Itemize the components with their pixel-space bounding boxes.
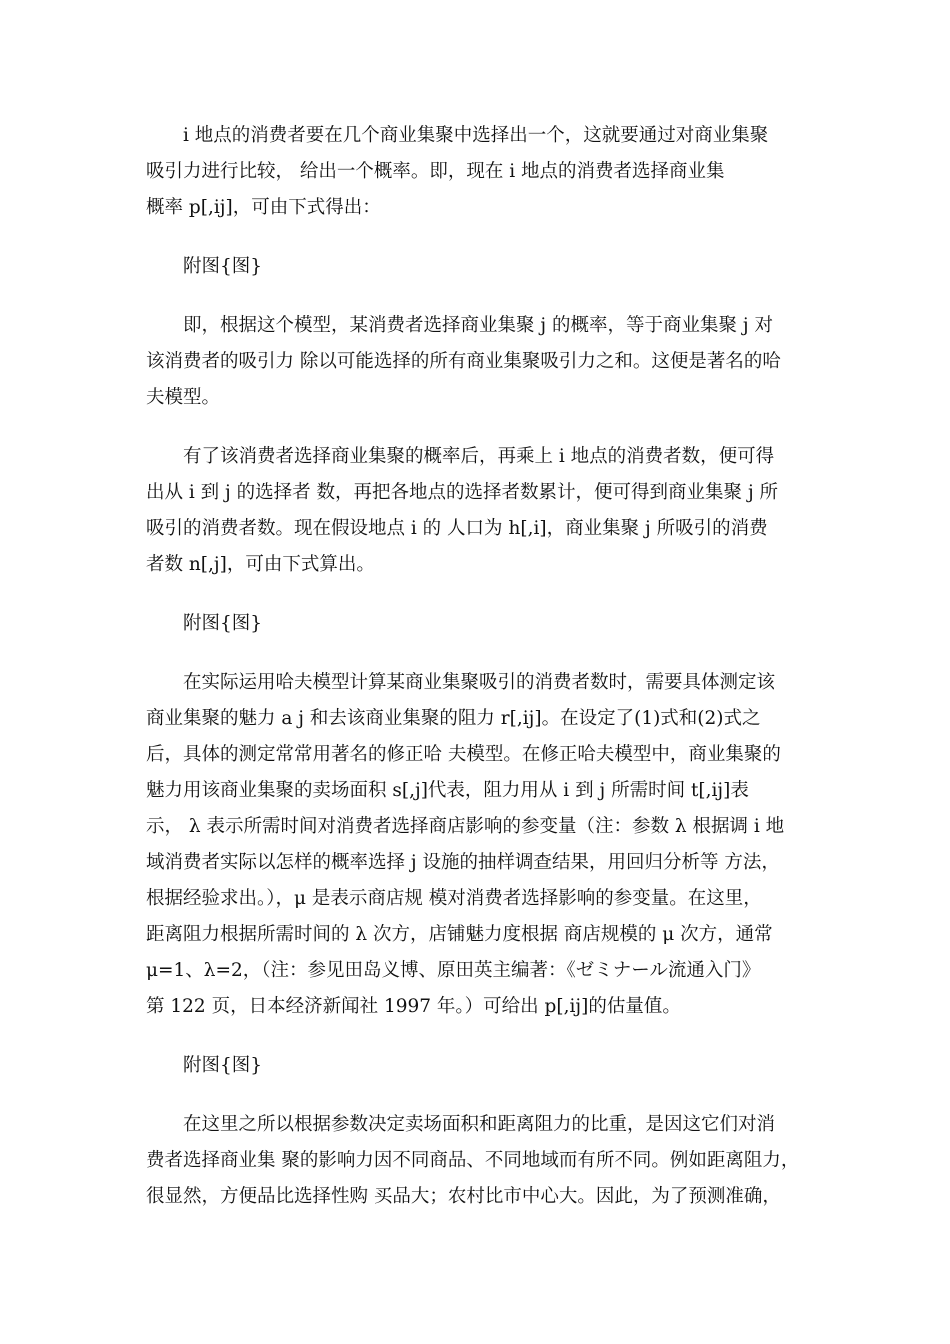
text-line: 夫模型。 (146, 387, 221, 408)
text-line: 该消费者的吸引力 除以可能选择的所有商业集聚吸引力之和。这便是著名的哈 (146, 351, 781, 372)
text-line: 出从 i 到 j 的选择者 数，再把各地点的选择者数累计，便可得到商业集聚 j 所 (146, 482, 779, 503)
figure-placeholder: 附图{图} (183, 1055, 263, 1076)
text-line: 即，根据这个模型，某消费者选择商业集聚 j 的概率，等于商业集聚 j 对 (183, 315, 773, 336)
text-line: 魅力用该商业集聚的卖场面积 s[,j]代表，阻力用从 i 到 j 所需时间 t[,ij]表 (146, 780, 749, 801)
figure-placeholder: 附图{图} (183, 613, 263, 634)
text-line: 很显然，方便品比选择性购 买品大；农村比市中心大。因此，为了预测准确， (146, 1186, 781, 1207)
document-body (146, 118, 810, 1238)
text-line: 费者选择商业集 聚的影响力因不同商品、不同地域而有所不同。例如距离阻力， (146, 1150, 800, 1171)
paragraph-huff-intro (146, 118, 810, 226)
text-line: 示， λ 表示所需时间对消费者选择商店影响的参变量（注：参数 λ 根据调 i 地 (146, 816, 785, 837)
text-line: 吸引的消费者数。现在假设地点 i 的 人口为 h[,i]，商业集聚 j 所吸引的消费 (146, 518, 768, 539)
text-line: 有了该消费者选择商业集聚的概率后，再乘上 i 地点的消费者数，便可得 (183, 446, 775, 467)
text-line: 吸引力进行比较， 给出一个概率。即，现在 i 地点的消费者选择商业集 (146, 161, 725, 182)
text-line: 者数 n[,j]，可由下式算出。 (146, 554, 375, 575)
paragraph-parameter-weights (146, 1107, 810, 1215)
text-line: 概率 p[,ij]，可由下式得出： (146, 197, 381, 218)
text-line: 域消费者实际以怎样的概率选择 j 设施的抽样调查结果，用回归分析等 方法， (146, 852, 780, 873)
text-line: 距离阻力根据所需时间的 λ 次方，店铺魅力度根据 商店规模的 μ 次方，通常 (146, 924, 773, 945)
text-line: 在实际运用哈夫模型计算某商业集聚吸引的消费者数时，需要具体测定该 (183, 672, 776, 693)
text-line: i 地点的消费者要在几个商业集聚中选择出一个，这就要通过对商业集聚 (183, 125, 769, 146)
text-line: 根据经验求出。），μ 是表示商店规 模对消费者选择影响的参变量。在这里， (146, 888, 762, 909)
paragraph-consumer-count (146, 439, 810, 583)
text-line: μ=1、λ=2，（注：参见田岛义博、原田英主编著：《ゼミナール流通入门》 (146, 960, 761, 981)
text-line: 第 122 页，日本经济新闻社 1997 年。）可给出 p[,ij]的估量值。 (146, 996, 681, 1017)
paragraph-modified-huff (146, 665, 810, 1025)
text-line: 后，具体的测定常常用著名的修正哈 夫模型。在修正哈夫模型中，商业集聚的 (146, 744, 781, 765)
figure-placeholder: 附图{图} (183, 256, 263, 277)
paragraph-model-explanation (146, 308, 810, 416)
text-line: 商业集聚的魅力 a j 和去该商业集聚的阻力 r[,ij]。在设定了(1)式和(2)式之 (146, 708, 761, 729)
text-line: 在这里之所以根据参数决定卖场面积和距离阻力的比重，是因这它们对消 (183, 1114, 776, 1135)
